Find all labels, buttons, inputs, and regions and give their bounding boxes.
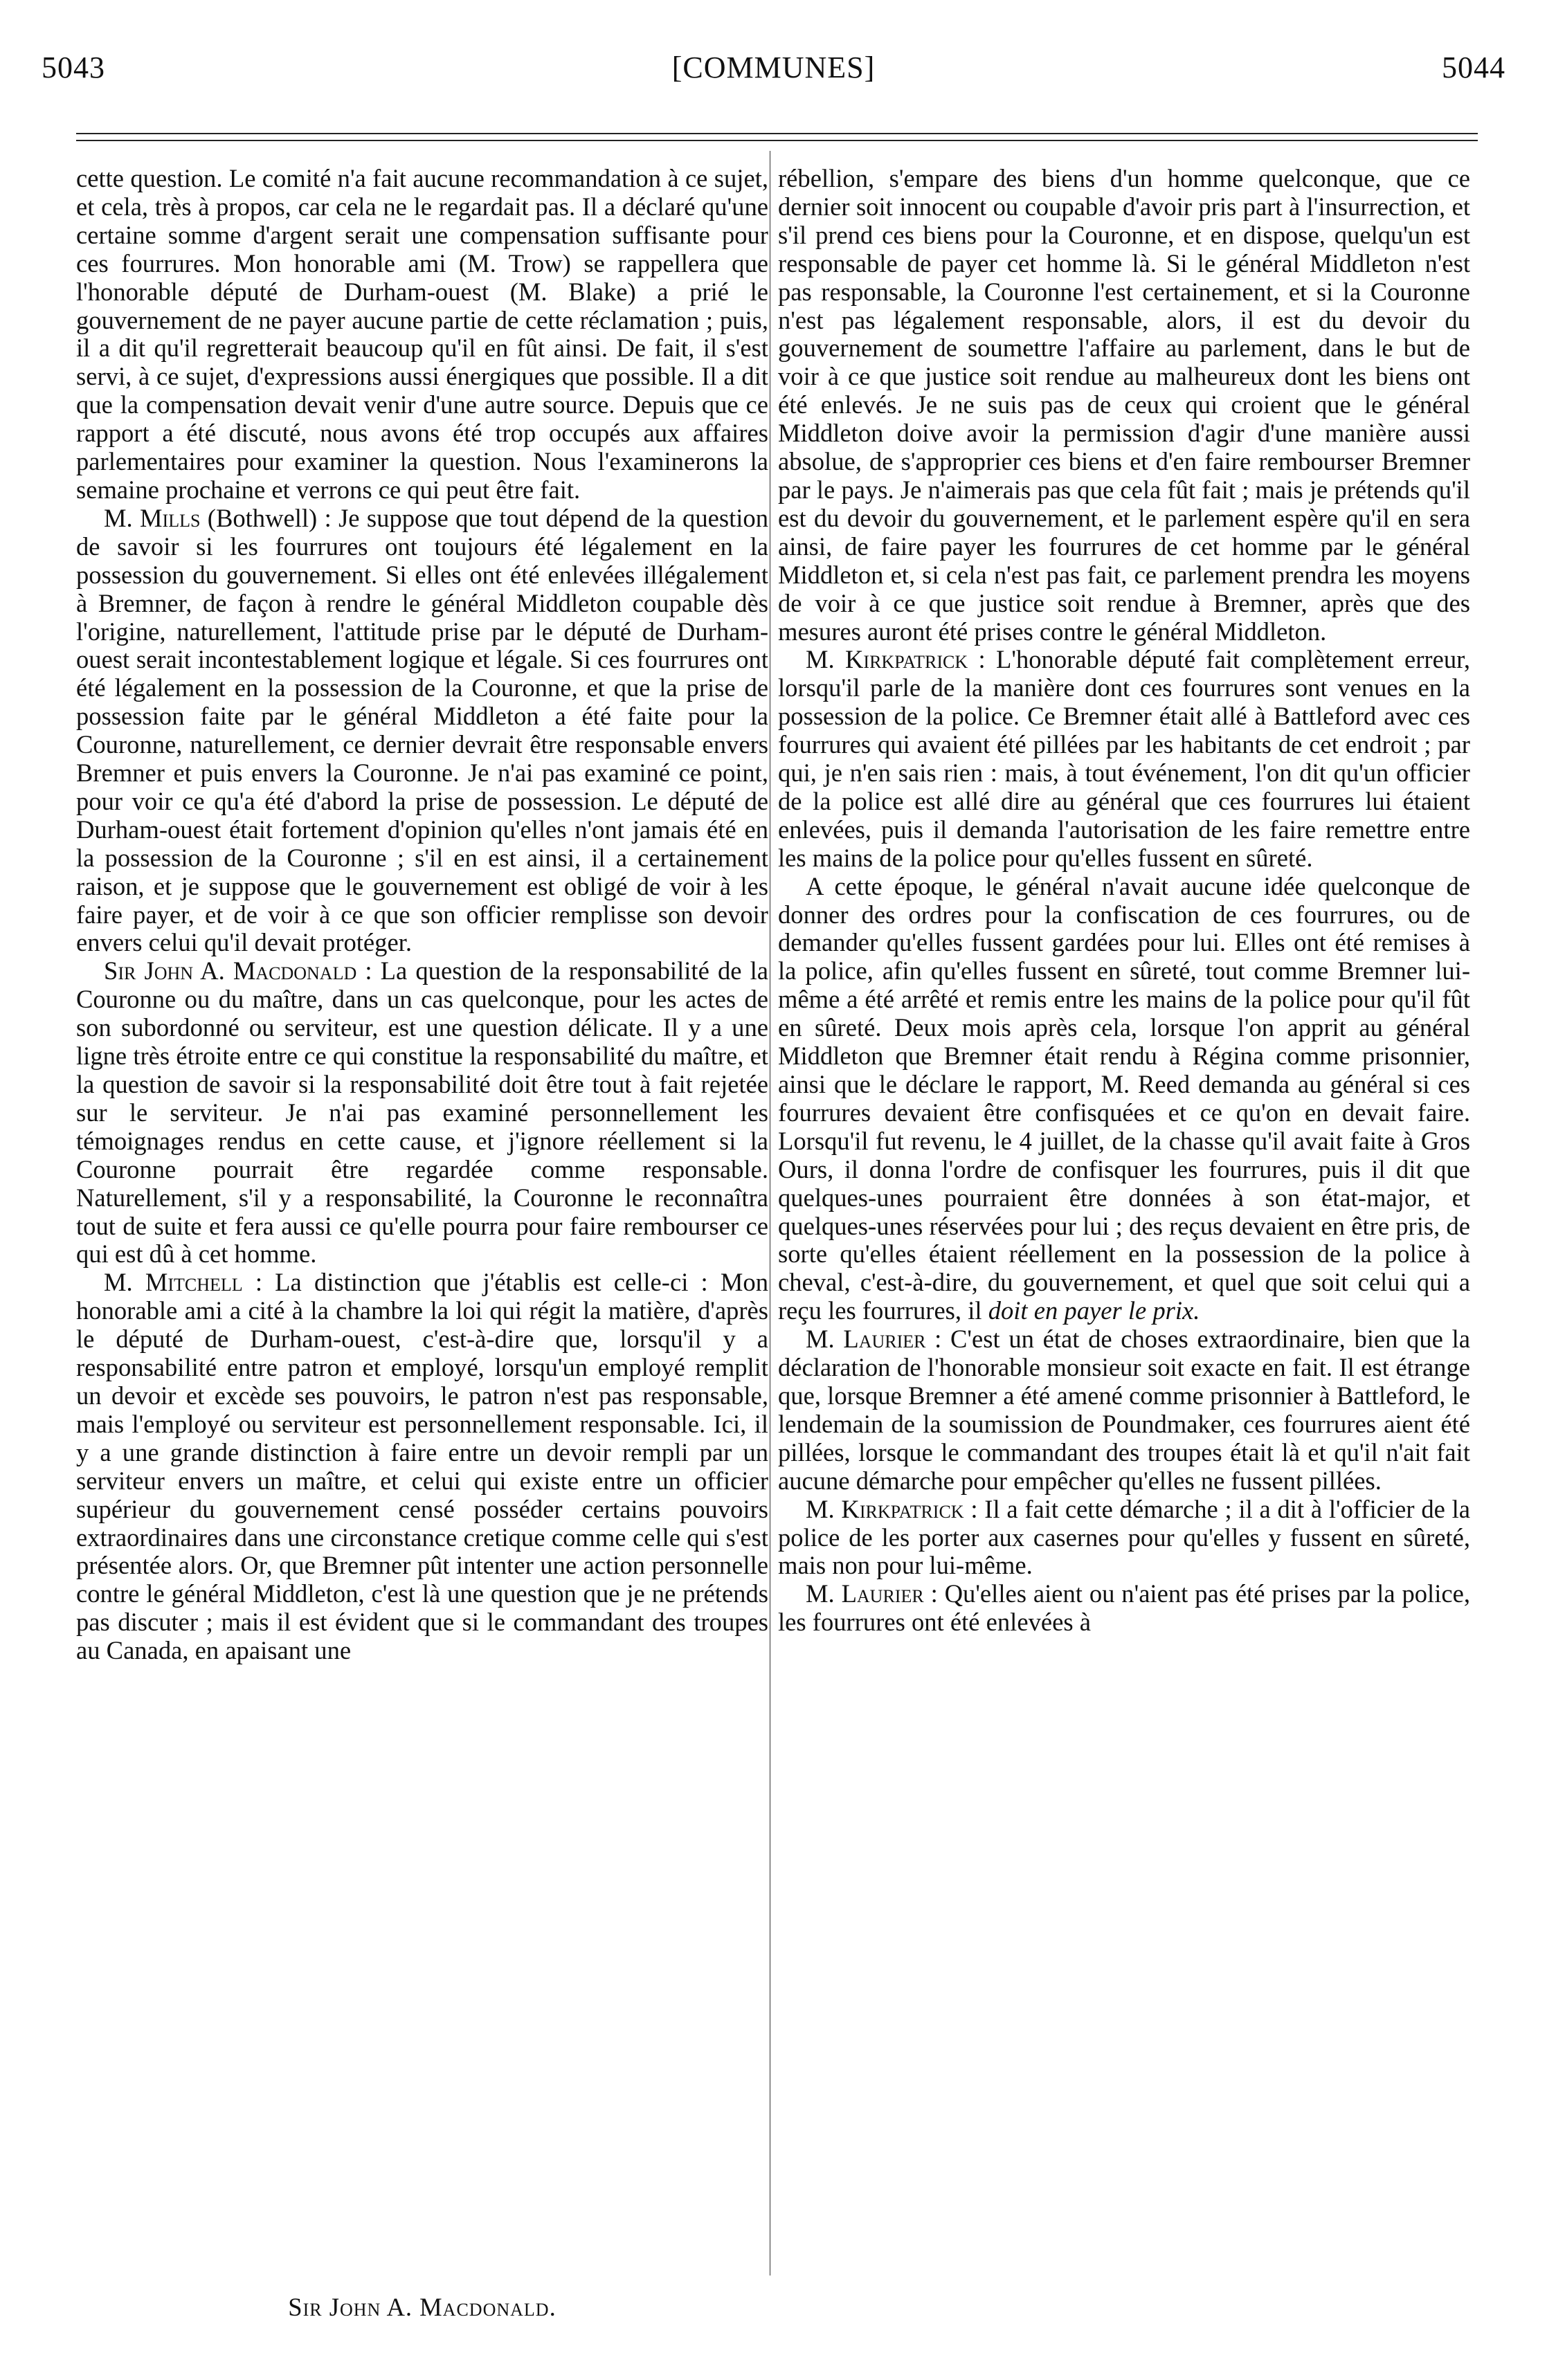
speaker-name: M. Mills [104,503,201,532]
paragraph: cette question. Le comité n'a fait aucune recommandation à ce sujet, et cela, très à propos, car cela ne le regardait pas. Il a déclaré qu'une certaine somme d'argent serait une compensation suffisante pour ces fourrures. Mon honorable ami (M. Trow) se rappellera que l'honorable député de Durham-ouest (M. Blake) a prié le gouvernement de ne payer aucune partie de cette réclamation ; puis, il a dit qu'il regretterait beaucoup qu'il en fût ainsi. De fait, il s'est servi, à ce sujet, d'expressions aussi énergiques que possible. Il a dit que la compensation devait venir d'une autre source. Depuis que ce rapport a été discuté, nous avons été trop occupés aux affaires parlementaires pour examiner la question. Nous l'examinerons la semaine prochaine et verrons ce qui peut être fait. [76,165,768,504]
paragraph [778,873,1470,1326]
speech-text: : Il a fait cette démarche ; il a dit à l'officier de la police de les porter aux casernes pour qu'elles y fussent en sûreté, mais non pour lui-même. [778,1494,1470,1580]
page-number-left: 5043 [42,51,105,84]
speaker-name: M. Kirkpatrick [806,645,968,674]
right-column [778,165,1470,2296]
paragraph [76,505,768,958]
speech-text: : Qu'elles aient ou n'aient pas été prises par la police, les fourrures ont été enlevées à [778,1579,1470,1637]
page-header [42,50,1505,94]
paragraph [778,1496,1470,1581]
paragraph [778,1325,1470,1495]
catchword: Sir John A. Macdonald. [288,2293,557,2321]
speech-text: : La question de la responsabilité de la Couronne ou du maître, dans un cas quelconque, pour les actes de son subordonné ou serviteur, est une question délicate. Il y a une ligne très étroite entre ce qui constitue la responsabilité du maître, et la question de savoir si la responsabilité doit être tout à fait rejetée sur le serviteur. Je n'ai pas examiné personnellement les témoignages rendus en cette cause, et j'ignore réellement si la Couronne pourrait être regardée comme responsable. Naturellement, s'il y a responsabilité, la Couronne le reconnaîtra tout de suite et fera aussi ce qu'elle pourra pour faire rembourser ce qui est dû à cet homme. [76,956,768,1269]
speech-text: : L'honorable député fait complètement erreur, lorsqu'il parle de la manière dont ces fourrures sont venues en la possession de la police. Ce Bremner était allé à Battleford avec ces fourrures qui avaient été pillées par les habitants de cet endroit ; par qui, je n'en sais rien : mais, à tout événement, l'on dit qu'un officier de la police est allé dire au général que ces fourrures lui étaient enlevées, puis il demanda l'autorisation de les faire remettre entre les mains de la police pour qu'elles fussent en sûreté. [778,645,1470,872]
speaker-name: Sir John A. Macdonald [104,956,357,985]
speaker-name: M. Kirkpatrick [806,1494,964,1523]
header-rule-top [76,133,1478,134]
italic-text: doit en payer le prix. [988,1296,1200,1325]
paragraph [778,1580,1470,1637]
speech-text: (Bothwell) : Je suppose que tout dépend de la question de savoir si les fourrures ont toujours été légalement en la possession du gouvernement. Si elles ont été enlevées illégalement à Bremner, de façon à rendre le général Middleton coupable dès l'origine, naturellement, l'attitude prise par le député de Durham-ouest serait incontestablement logique et légale. Si ces fourrures ont été légalement en la possession de la Couronne, et que la prise de possession faite par le général Middleton a été faite pour la Couronne, naturellement, ce dernier devrait être responsable envers Bremner et puis envers la Couronne. Je n'ai pas examiné ce point, pour voir ce qu'a été d'abord la prise de possession. Le député de Durham-ouest était fortement d'opinion qu'elles n'ont jamais été en la possession de la Couronne ; s'il en est ainsi, il a certainement raison, et je suppose que le gouvernement est obligé de voir à les faire payer, et de voir à ce que son officier remplisse son devoir envers celui qu'il devait protéger. [76,503,768,957]
speech-text: A cette époque, le général n'avait aucune idée quelconque de donner des ordres pour la confiscation de ces fourrures, ou de demander qu'elles fussent gardées pour lui. Elles ont été remises à la police, afin qu'elles fussent en sûreté, tout comme Bremner lui-même a été arrêté et remis entre les mains de la police pour qu'il fût en sûreté. Deux mois après cela, lorsque l'on apprit au général Middleton que Bremner était rendu à Régina comme prisonnier, ainsi que le déclare le rapport, M. Reed demanda au général si ces fourrures devaient être confisquées et ce qu'on en devait faire. Lorsqu'il fut revenu, le 4 juillet, de la chasse qu'il avait faite à Gros Ours, il donna l'ordre de confisquer les fourrures, puis il dit que quelques-unes pourraient être données à son état-major, et quelques-unes réservées pour lui ; des reçus devaient en être pris, de sorte qu'elles étaient réellement en la possession de la police à cheval, c'est-à-dire, du gouvernement, et quel que soit celui qui a reçu les fourrures, il [778,871,1470,1325]
header-rule-bottom [76,140,1478,141]
speech-text: : C'est un état de choses extraordinaire, bien que la déclaration de l'honorable monsieur soit exacte en fait. Il est étrange que, lorsque Bremner a été amené comme prisonnier à Battleford, le lendemain de la soumission de Poundmaker, ces fourrures aient été pillées, lorsque le commandant des troupes était là et qu'il n'ait fait aucune démarche pour empêcher qu'elles ne fussent pillées. [778,1325,1470,1495]
speaker-name: M. Laurier [806,1325,926,1354]
paragraph: rébellion, s'empare des biens d'un homme quelconque, que ce dernier soit innocent ou coupable d'avoir pris part à l'insurrection, et s'il prend ces biens pour la Couronne, et en dispose, quelqu'un est responsable de payer cet homme là. Si le général Middleton n'est pas responsable, la Couronne l'est certainement, et si la Couronne n'est pas légalement responsable, alors, il est du devoir du gouvernement de soumettre l'affaire au parlement, dans le but de voir à ce que justice soit rendue au malheureux dont les biens ont été enlevés. Je ne suis pas de ceux qui croient que le général Middleton doive avoir la permission d'agir d'une manière aussi absolue, de s'approprier ces biens et d'en faire rembourser Bremner par le pays. Je n'aimerais pas que cela fût fait ; mais je prétends qu'il est du devoir du gouvernement, et le parlement espère qu'il en sera ainsi, de faire payer les fourrures de cet homme par le général Middleton et, si cela n'est pas fait, ce parlement prendra les moyens de voir à ce que justice soit rendue à Bremner, après que des mesures auront été prises contre le général Middleton. [778,165,1470,646]
speaker-name: M. Laurier [806,1579,924,1608]
paragraph [778,646,1470,872]
paragraph [76,957,768,1269]
page-title: [COMMUNES] [671,51,876,84]
speech-text: : La distinction que j'établis est celle-ci : Mon honorable ami a cité à la chambre la loi qui régit la matière, d'après le député de Durham-ouest, c'est-à-dire que, lorsqu'il y a responsabilité entre patron et employé, lorsqu'un employé remplit un devoir et excède ses pouvoirs, le patron n'est pas responsable, mais l'employé ou serviteur est personnellement responsable. Ici, il y a une grande distinction à faire entre un devoir rempli par un serviteur envers un maître, et celui qui existe entre un officier supérieur du gouvernement censé posséder certains pouvoirs extraordinaires dans une circonstance cretique comme celle qui s'est présentée alors. Or, que Bremner pût intenter une action personnelle contre le général Middleton, c'est là une question que je ne prétends pas discuter ; mais il est évident que si le commandant des troupes au Canada, en apaisant une [76,1268,768,1665]
left-column [76,165,768,2296]
speaker-name: M. Mitchell [104,1268,243,1297]
paragraph [76,1269,768,1665]
page-number-right: 5044 [1442,51,1505,84]
